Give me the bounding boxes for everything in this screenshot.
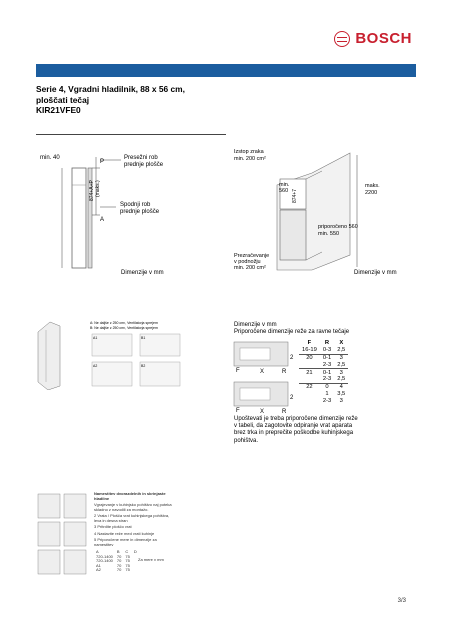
table-cell: 0-1 bbox=[322, 369, 332, 376]
sketch-cabinet bbox=[38, 322, 60, 390]
gap-caption-block bbox=[234, 322, 349, 336]
vent-top-label-1: Izstop zraka bbox=[234, 149, 264, 155]
table-row bbox=[299, 376, 348, 383]
hinge-gap-diagram bbox=[232, 340, 298, 416]
mounting-instructions bbox=[94, 492, 174, 547]
table-cell: 70 bbox=[116, 562, 122, 568]
table-cell: 2-3 bbox=[320, 376, 334, 383]
gap-caption-2: Priporočene dimenzije reže za ravne tečaje bbox=[234, 329, 350, 335]
table-row bbox=[299, 361, 348, 368]
table-cell: 3 bbox=[339, 354, 343, 361]
vent-bottom-label-2: v podnožju bbox=[234, 259, 261, 265]
mounting-step-2: 2 Vrata / Plošča vrat kuhinjskega pohištva, leva in desna stran bbox=[94, 513, 170, 523]
sketch-a2 bbox=[92, 362, 132, 386]
table-cell: 70 bbox=[116, 558, 122, 563]
table-cell: D bbox=[133, 549, 137, 554]
brand-name: BOSCH bbox=[355, 30, 412, 47]
table-cell: A bbox=[96, 549, 99, 554]
dim-caption-2: Dimenzije v mm bbox=[354, 270, 397, 276]
f-label-2: F bbox=[236, 408, 240, 414]
table-cell: 2,5 bbox=[334, 347, 348, 354]
table-cell: 1 bbox=[325, 390, 329, 397]
mounting-table bbox=[94, 550, 139, 573]
table-row bbox=[299, 383, 348, 390]
vent-bottom-label-1: Prezračevanje bbox=[234, 253, 270, 259]
mounting-heading: Namestitev dvorazdelnih in skrinjaste hladilne bbox=[94, 491, 166, 501]
table-cell: 0-3 bbox=[320, 347, 334, 354]
sketch-label-a2: A2 bbox=[93, 364, 98, 368]
sketch-a1 bbox=[92, 334, 132, 356]
sketch-label-b1: B1 bbox=[141, 336, 146, 340]
mounting-step-5: 5 Priporočene mere in dimenzije za namestitev bbox=[94, 537, 157, 547]
table-cell: 70 bbox=[116, 553, 122, 559]
vent-top-label-2: min. 200 cm² bbox=[234, 156, 266, 162]
title-line-2: ploščati tečaj bbox=[36, 94, 90, 105]
p-label: P bbox=[100, 159, 105, 165]
mounting-step-3: 3 Pritrdite ploščo vrat bbox=[94, 524, 132, 529]
gap-table-header-x: X bbox=[339, 340, 344, 347]
table-cell bbox=[299, 376, 320, 383]
vertical-dim-label-1: 874+A+P bbox=[89, 180, 95, 201]
sketch-label-b2: B2 bbox=[141, 364, 146, 368]
r-label-2: R bbox=[282, 409, 287, 415]
table-cell: B bbox=[116, 549, 120, 554]
table-cell: 20 bbox=[306, 354, 313, 361]
mounting-side-note: Za mere v mm bbox=[138, 557, 164, 562]
table-cell: 22 bbox=[306, 384, 313, 391]
table-cell bbox=[299, 397, 320, 404]
table-cell: 2,5 bbox=[334, 376, 348, 383]
niche-height-label: 874+7 bbox=[292, 188, 298, 203]
gap-caption-1: Dimenzije v mm bbox=[234, 322, 277, 328]
bosch-armature-icon bbox=[334, 31, 350, 47]
bosch-logo bbox=[334, 30, 412, 47]
table-cell bbox=[299, 391, 320, 398]
table-cell bbox=[132, 568, 139, 573]
table-cell: 3,5 bbox=[337, 390, 346, 397]
niche-diagram bbox=[232, 145, 422, 285]
gap-table bbox=[299, 340, 348, 404]
x-label-2: X bbox=[260, 409, 265, 415]
recommended-label-1: priporočeno 560 bbox=[318, 224, 358, 230]
recommended-label-2: min. 550 bbox=[318, 231, 340, 237]
sketch-b2 bbox=[140, 362, 180, 386]
table-row bbox=[299, 391, 348, 398]
table-cell: 21 bbox=[306, 369, 313, 376]
mounting-paragraph: Vgrajevanje v kuhinjsko pohištvo naj poteka skladno z navodili za montažo. bbox=[94, 502, 172, 512]
table-cell: 720-1400 bbox=[96, 553, 113, 559]
table-row bbox=[94, 568, 139, 573]
sketch-label-a1: A1 bbox=[93, 336, 98, 340]
vertical-dim-label-2: (maks.) bbox=[95, 180, 101, 197]
gap-2-label-1: 2 bbox=[290, 355, 294, 361]
header-banner bbox=[36, 64, 416, 77]
table-row bbox=[299, 397, 348, 404]
r-label-1: R bbox=[282, 369, 287, 375]
table-cell: 75 bbox=[125, 558, 130, 563]
sketch-b1 bbox=[140, 334, 180, 356]
table-cell: 2-3 bbox=[320, 361, 334, 368]
appliance-outline bbox=[72, 168, 86, 268]
sketch-legend-2: B: Ne daljše z 250 cm², Ventilatorja sprejem bbox=[90, 326, 158, 330]
table-cell: 75 bbox=[125, 553, 130, 559]
bottom-edge-label-2: prednje plošče bbox=[120, 209, 160, 215]
a-label: A bbox=[100, 217, 105, 223]
table-cell: 2-3 bbox=[322, 397, 332, 404]
dim-caption-1: Dimenzije v mm bbox=[121, 270, 164, 276]
table-cell: C bbox=[125, 549, 129, 554]
table-row bbox=[299, 369, 348, 376]
table-cell: 3 bbox=[339, 397, 343, 404]
table-cell: 2,5 bbox=[334, 361, 348, 368]
gap-note: Upoštevati je treba priporočene dimenzije reže v tabeli, da zagotovite odpiranje vrat aparata brez trka in preprečite poškodbe kuhinjskega pohištva. bbox=[234, 416, 358, 444]
bottom-edge-label-1: Spodnji rob bbox=[120, 202, 151, 208]
max-height-label-2: 2200 bbox=[365, 190, 378, 196]
table-cell: 0-1 bbox=[322, 354, 332, 361]
table-cell: 75 bbox=[125, 567, 130, 572]
page-number: 3/3 bbox=[397, 598, 406, 604]
table-cell: 4 bbox=[339, 384, 343, 391]
gap-table-header-r: R bbox=[324, 340, 330, 347]
table-row bbox=[299, 347, 348, 354]
gap-2-label-2: 2 bbox=[290, 395, 294, 401]
lower-niche bbox=[280, 210, 306, 260]
table-cell bbox=[299, 361, 320, 368]
sketch-legend-1: A: Ne daljše z 250 cm², Ventilatorja sprejem bbox=[90, 321, 158, 325]
table-cell: 75 bbox=[125, 562, 130, 568]
table-cell: 3 bbox=[339, 369, 343, 376]
product-title bbox=[36, 84, 296, 116]
model-number: KIR21VFE0 bbox=[36, 105, 81, 115]
top-edge-label-2: prednje plošče bbox=[124, 162, 164, 168]
divider bbox=[36, 134, 226, 135]
installation-sketches bbox=[36, 318, 226, 390]
vent-bottom-label-3: min. 200 cm² bbox=[234, 265, 266, 271]
table-cell: 0 bbox=[325, 384, 329, 391]
table-cell: 720-1400 bbox=[96, 558, 113, 563]
mounting-sketches bbox=[34, 490, 92, 576]
f-label-1: F bbox=[236, 368, 240, 374]
top-edge-label-1: Presežni rob bbox=[124, 155, 158, 161]
title-line-1: Serie 4, Vgradni hladilnik, 88 x 56 cm, bbox=[36, 84, 185, 94]
table-cell: 16-19 bbox=[299, 347, 320, 354]
table-cell: A2 bbox=[96, 567, 101, 572]
front-panel-diagram bbox=[36, 145, 226, 285]
table-cell: 70 bbox=[116, 567, 122, 572]
min560-label-1: min. bbox=[279, 182, 290, 188]
mounting-step-4: 4 Nastavite reže med vrati kuhinje bbox=[94, 530, 155, 536]
gap-table-header-f: F bbox=[307, 340, 312, 347]
max-height-label-1: maks. bbox=[365, 183, 380, 189]
table-cell: A1 bbox=[96, 562, 101, 568]
x-label-1: X bbox=[260, 369, 265, 375]
table-row bbox=[299, 354, 348, 361]
min560-label-2: 560 bbox=[279, 188, 289, 194]
min40-label: min. 40 bbox=[40, 155, 60, 161]
